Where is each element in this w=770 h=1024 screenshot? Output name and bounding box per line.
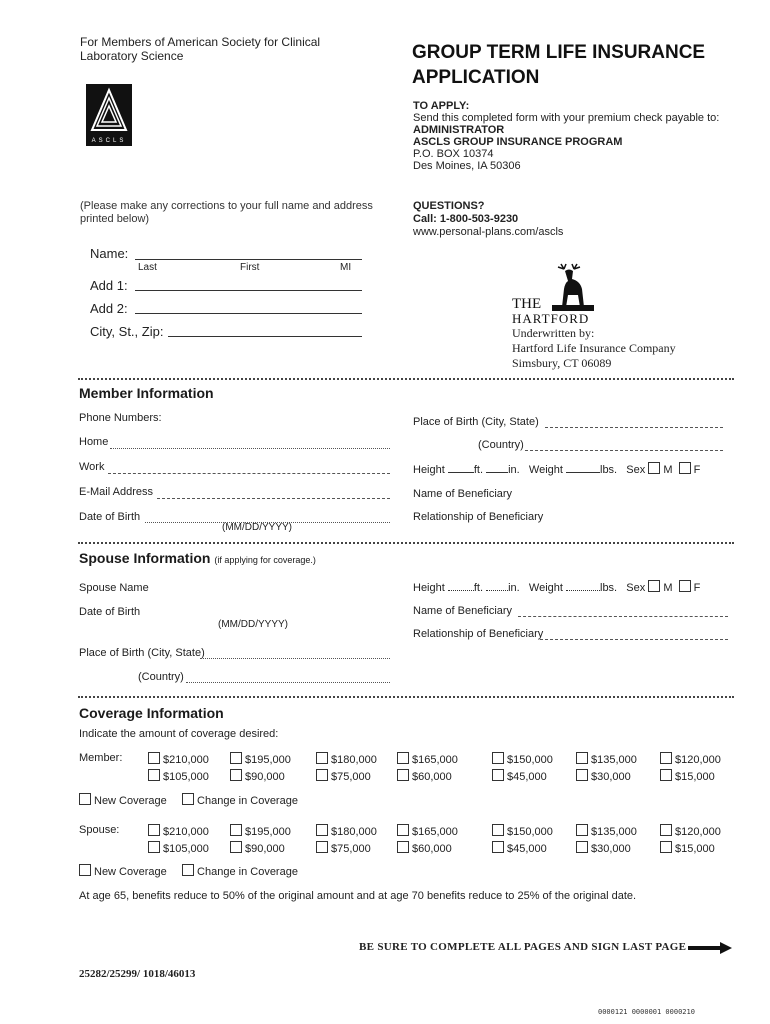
- checkbox-icon[interactable]: [660, 769, 672, 781]
- spouse-coverage-label: Spouse:: [79, 824, 120, 836]
- website-link: www.personal-plans.com/ascls: [413, 226, 564, 238]
- apply-heading: TO APPLY:: [413, 100, 470, 112]
- questions-block: [413, 200, 563, 239]
- member-coverage-option[interactable]: [316, 769, 371, 783]
- weight-label: Weight: [528, 464, 563, 476]
- checkbox-icon[interactable]: [576, 841, 588, 853]
- sex-f-label: F: [693, 464, 701, 476]
- member-coverage-option[interactable]: [397, 769, 452, 783]
- spouse-pob-field[interactable]: [200, 658, 390, 659]
- checkbox-icon[interactable]: [492, 824, 504, 836]
- coverage-amount: $180,000: [331, 754, 377, 766]
- member-coverage-option[interactable]: [397, 752, 458, 766]
- spouse-coverage-option[interactable]: [230, 841, 285, 855]
- member-dob-format: (MM/DD/YYYY): [222, 522, 292, 533]
- checkbox-icon[interactable]: [148, 752, 160, 764]
- work-phone-label: Work: [79, 461, 105, 473]
- spouse-pob-label: Place of Birth (City, State): [79, 647, 205, 659]
- spouse-height-ft-field[interactable]: [448, 590, 474, 591]
- hartford-the: THE: [512, 296, 542, 312]
- sex-f-label: F: [693, 582, 701, 594]
- member-new-coverage-checkbox[interactable]: [79, 793, 91, 805]
- apply-block: [413, 100, 719, 172]
- member-coverage-option[interactable]: [660, 769, 715, 783]
- spouse-coverage-option[interactable]: [660, 841, 715, 855]
- member-coverage-option[interactable]: [230, 769, 285, 783]
- in-label: in.: [508, 582, 520, 594]
- member-relationship-label: Relationship of Beneficiary: [413, 511, 544, 523]
- coverage-info-heading: Coverage Information: [79, 705, 224, 721]
- spouse-coverage-option[interactable]: [230, 824, 291, 838]
- corrections-line-2: printed below): [80, 213, 150, 225]
- coverage-amount: $210,000: [163, 826, 209, 838]
- checkbox-icon[interactable]: [316, 769, 328, 781]
- name-first-label: First: [240, 262, 260, 273]
- work-phone-field[interactable]: [108, 473, 390, 474]
- spouse-height-weight-sex: [413, 580, 700, 594]
- weight-label: Weight: [528, 582, 563, 594]
- spouse-name-label: Spouse Name: [79, 582, 149, 594]
- administrator: ADMINISTRATOR: [413, 124, 505, 136]
- section-divider: [78, 696, 734, 698]
- member-coverage-option[interactable]: [316, 752, 377, 766]
- member-height-weight-sex: [413, 462, 700, 476]
- member-coverage-option[interactable]: [148, 769, 209, 783]
- member-info-heading: Member Information: [79, 385, 214, 401]
- coverage-amount: $165,000: [412, 826, 458, 838]
- member-pob-label: Place of Birth (City, State): [413, 416, 539, 428]
- po-box: P.O. BOX 10374: [413, 148, 494, 160]
- spouse-coverage-option[interactable]: [148, 841, 209, 855]
- hartford-stag-icon: [550, 263, 596, 313]
- checkbox-icon[interactable]: [316, 752, 328, 764]
- spouse-coverage-option[interactable]: [492, 841, 547, 855]
- spouse-heading-text: Spouse Information: [79, 550, 211, 566]
- checkbox-icon[interactable]: [148, 769, 160, 781]
- checkbox-icon[interactable]: [230, 752, 242, 764]
- member-change-coverage-checkbox[interactable]: [182, 793, 194, 805]
- coverage-amount: $195,000: [245, 826, 291, 838]
- name-field[interactable]: [135, 259, 362, 260]
- spouse-heading-note: (if applying for coverage.): [214, 555, 316, 565]
- checkbox-icon[interactable]: [316, 841, 328, 853]
- home-phone-label: Home: [79, 436, 109, 448]
- arrow-right-icon: [688, 942, 732, 954]
- coverage-amount: $45,000: [507, 771, 547, 783]
- spouse-coverage-option[interactable]: [576, 841, 631, 855]
- coverage-amount: $135,000: [591, 826, 637, 838]
- member-coverage-option[interactable]: [492, 752, 553, 766]
- corrections-note: [80, 200, 373, 226]
- height-label: Height: [413, 464, 445, 476]
- mailing-city: Des Moines, IA 50306: [413, 160, 521, 172]
- spouse-sex-f-checkbox[interactable]: [679, 580, 691, 592]
- coverage-amount: $45,000: [507, 843, 547, 855]
- checkbox-icon[interactable]: [316, 824, 328, 836]
- spouse-height-in-field[interactable]: [486, 590, 508, 591]
- spouse-country-label: (Country): [138, 671, 184, 683]
- members-note: [80, 35, 320, 63]
- city-field[interactable]: [168, 336, 362, 337]
- age-reduction-note: At age 65, benefits reduce to 50% of the original amount and at age 70 benefits reduce to 25% of the original date.: [79, 890, 637, 902]
- coverage-amount: $90,000: [245, 771, 285, 783]
- checkbox-icon[interactable]: [492, 769, 504, 781]
- page-title: [412, 40, 705, 90]
- member-beneficiary-label: Name of Beneficiary: [413, 488, 513, 500]
- new-coverage-label: New Coverage: [94, 866, 167, 878]
- sex-label: Sex: [626, 582, 646, 594]
- email-field[interactable]: [157, 498, 390, 499]
- ascls-logo: [86, 84, 132, 146]
- apply-instructions: Send this completed form with your premium check payable to:: [413, 112, 720, 124]
- coverage-amount: $135,000: [591, 754, 637, 766]
- form-number: 25282/25299/ 1018/46013: [79, 968, 196, 980]
- name-last-label: Last: [138, 262, 157, 273]
- coverage-amount: $120,000: [675, 754, 721, 766]
- spouse-weight-field[interactable]: [566, 590, 600, 591]
- coverage-amount: $15,000: [675, 771, 715, 783]
- member-coverage-type: [79, 793, 298, 807]
- spouse-beneficiary-field[interactable]: [518, 616, 728, 617]
- phone-contact: Call: 1-800-503-9230: [413, 213, 519, 225]
- member-coverage-option[interactable]: [660, 752, 721, 766]
- checkbox-icon[interactable]: [397, 841, 409, 853]
- spouse-coverage-option[interactable]: [576, 824, 637, 838]
- member-country-field[interactable]: [525, 450, 723, 451]
- logo-text: ASCLS: [91, 138, 127, 144]
- ft-label: ft.: [473, 464, 484, 476]
- height-ft-field[interactable]: [448, 472, 474, 473]
- height-label: Height: [413, 582, 445, 594]
- checkbox-icon[interactable]: [660, 824, 672, 836]
- coverage-amount: $210,000: [163, 754, 209, 766]
- spouse-coverage-option[interactable]: [397, 824, 458, 838]
- add1-field[interactable]: [135, 290, 362, 291]
- member-coverage-option[interactable]: [230, 752, 291, 766]
- checkbox-icon[interactable]: [492, 752, 504, 764]
- checkbox-icon[interactable]: [576, 769, 588, 781]
- underwriter-line-3: Simsbury, CT 06089: [512, 356, 612, 370]
- section-divider: [78, 378, 734, 380]
- underwriter-block: [512, 326, 676, 371]
- title-line-1: GROUP TERM LIFE INSURANCE: [412, 42, 706, 63]
- add2-field[interactable]: [135, 313, 362, 314]
- section-divider: [78, 542, 734, 544]
- member-pob-field[interactable]: [545, 427, 723, 428]
- title-line-2: APPLICATION: [412, 67, 540, 88]
- member-coverage-option[interactable]: [492, 769, 547, 783]
- spouse-dob-format: (MM/DD/YYYY): [218, 619, 288, 630]
- home-phone-field[interactable]: [110, 448, 390, 449]
- checkbox-icon[interactable]: [576, 752, 588, 764]
- in-label: in.: [508, 464, 520, 476]
- spouse-coverage-type: [79, 864, 298, 878]
- name-label: Name:: [90, 246, 129, 261]
- sex-m-label: M: [663, 464, 673, 476]
- member-coverage-option[interactable]: [576, 769, 631, 783]
- coverage-amount: $75,000: [331, 843, 371, 855]
- spouse-coverage-option[interactable]: [492, 824, 553, 838]
- spouse-coverage-option[interactable]: [397, 841, 452, 855]
- lbs-label: lbs.: [600, 582, 618, 594]
- checkbox-icon[interactable]: [576, 824, 588, 836]
- hartford-wordmark: HARTFORD: [512, 311, 590, 326]
- spouse-sex-m-checkbox[interactable]: [648, 580, 660, 592]
- logo-triangle-icon: [86, 84, 132, 138]
- sex-f-checkbox[interactable]: [679, 462, 691, 474]
- member-coverage-option[interactable]: [576, 752, 637, 766]
- coverage-amount: $30,000: [591, 843, 631, 855]
- checkbox-icon[interactable]: [230, 841, 242, 853]
- member-country-label: (Country): [478, 439, 524, 451]
- coverage-amount: $60,000: [412, 771, 452, 783]
- coverage-amount: $105,000: [163, 843, 209, 855]
- coverage-amount: $105,000: [163, 771, 209, 783]
- program-name: ASCLS GROUP INSURANCE PROGRAM: [413, 136, 623, 148]
- member-dob-label: Date of Birth: [79, 511, 141, 523]
- coverage-amount: $75,000: [331, 771, 371, 783]
- coverage-instructions: Indicate the amount of coverage desired:: [79, 728, 279, 740]
- coverage-amount: $150,000: [507, 826, 553, 838]
- checkbox-icon[interactable]: [660, 752, 672, 764]
- ft-label: ft.: [473, 582, 484, 594]
- questions-heading: QUESTIONS?: [413, 200, 485, 212]
- email-label: E-Mail Address: [79, 486, 153, 498]
- coverage-amount: $180,000: [331, 826, 377, 838]
- new-coverage-label: New Coverage: [94, 795, 167, 807]
- corrections-line-1: (Please make any corrections to your full name and address: [80, 200, 373, 212]
- spouse-coverage-option[interactable]: [316, 824, 377, 838]
- spouse-coverage-option[interactable]: [660, 824, 721, 838]
- members-line-2: Laboratory Science: [80, 49, 184, 63]
- spouse-relationship-field[interactable]: [540, 639, 728, 640]
- checkbox-icon[interactable]: [397, 824, 409, 836]
- underwriter-line-2: Hartford Life Insurance Company: [512, 341, 676, 355]
- barcode-text: 0000121 0000001 0000210: [598, 1008, 695, 1016]
- member-coverage-option[interactable]: [148, 752, 209, 766]
- checkbox-icon[interactable]: [230, 769, 242, 781]
- members-line-1: For Members of American Society for Clinical: [80, 35, 321, 49]
- coverage-amount: $165,000: [412, 754, 458, 766]
- spouse-dob-label: Date of Birth: [79, 606, 141, 618]
- weight-field[interactable]: [566, 472, 600, 473]
- coverage-amount: $195,000: [245, 754, 291, 766]
- sign-reminder-text: BE SURE TO COMPLETE ALL PAGES AND SIGN LAST PAGE: [359, 941, 687, 953]
- spouse-relationship-label: Relationship of Beneficiary: [413, 628, 544, 640]
- change-coverage-label: Change in Coverage: [197, 795, 298, 807]
- checkbox-icon[interactable]: [492, 841, 504, 853]
- spouse-info-heading: [79, 550, 316, 566]
- height-in-field[interactable]: [486, 472, 508, 473]
- checkbox-icon[interactable]: [148, 841, 160, 853]
- phone-numbers-label: Phone Numbers:: [79, 412, 162, 424]
- spouse-coverage-option[interactable]: [316, 841, 371, 855]
- spouse-country-field[interactable]: [186, 682, 390, 683]
- member-coverage-label: Member:: [79, 752, 123, 764]
- spouse-beneficiary-label: Name of Beneficiary: [413, 605, 513, 617]
- checkbox-icon[interactable]: [660, 841, 672, 853]
- checkbox-icon[interactable]: [397, 769, 409, 781]
- sex-m-checkbox[interactable]: [648, 462, 660, 474]
- lbs-label: lbs.: [600, 464, 618, 476]
- coverage-amount: $120,000: [675, 826, 721, 838]
- add1-label: Add 1:: [90, 278, 128, 293]
- coverage-amount: $60,000: [412, 843, 452, 855]
- underwriter-line-1: Underwritten by:: [512, 326, 595, 340]
- sex-m-label: M: [663, 582, 673, 594]
- checkbox-icon[interactable]: [148, 824, 160, 836]
- name-mi-label: MI: [340, 262, 352, 273]
- sex-label: Sex: [626, 464, 646, 476]
- spouse-coverage-option[interactable]: [148, 824, 209, 838]
- change-coverage-label: Change in Coverage: [197, 866, 298, 878]
- coverage-amount: $150,000: [507, 754, 553, 766]
- spouse-change-coverage-checkbox[interactable]: [182, 864, 194, 876]
- city-label: City, St., Zip:: [90, 324, 164, 339]
- spouse-new-coverage-checkbox[interactable]: [79, 864, 91, 876]
- sign-reminder: [359, 941, 686, 953]
- coverage-amount: $15,000: [675, 843, 715, 855]
- checkbox-icon[interactable]: [230, 824, 242, 836]
- coverage-amount: $90,000: [245, 843, 285, 855]
- checkbox-icon[interactable]: [397, 752, 409, 764]
- coverage-amount: $30,000: [591, 771, 631, 783]
- add2-label: Add 2:: [90, 301, 128, 316]
